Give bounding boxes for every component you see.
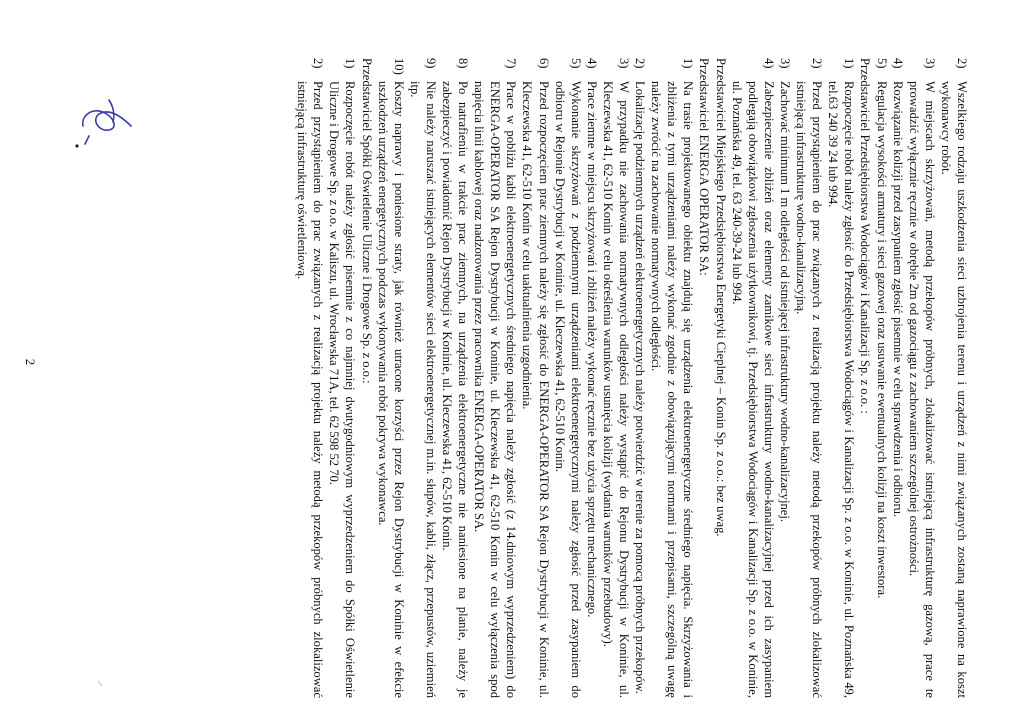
list-item-number: 3) bbox=[617, 58, 632, 69]
list-item-number: 4) bbox=[584, 58, 599, 69]
list-item bbox=[632, 58, 648, 698]
list-item-text: Wykonanie skrzyżowań z podziemnymi urządzeniami elektroenergetycznymi należy zgłosić przed zasypaniem do odbioru w Rejonie Dystrybucji w Koninie, ul. Kleczewska 41, 62-510 Konin. bbox=[552, 81, 583, 698]
list-item bbox=[777, 58, 793, 698]
list-item-number: 4) bbox=[761, 58, 776, 69]
signature-icon bbox=[69, 86, 139, 156]
list-item bbox=[793, 58, 825, 698]
list-item bbox=[552, 58, 584, 698]
list-item-text: W miejscach skrzyżowań, metodą przekopów próbnych, zlokalizować istniejącą infrastrukturę gazową, prace te prowadzić wyłącznie ręcznie w obrębie 2m od gazociągu z zachowaniem szczególnej ostrożności. bbox=[906, 81, 937, 698]
list-item-number: 3) bbox=[777, 58, 792, 69]
list-item-text: Nie należy naruszać istniejących elementów sieci elektroenergetycznej m.in. słupów, kabli, złącz, przepustów, uziemień itp. bbox=[407, 81, 438, 698]
list-item-text: Wszelkiego rodzaju uszkodzenia sieci uzbrojenia terenu i urządzeń z nimi związanych zostaną naprawione na koszt wykonawcy robót. bbox=[938, 81, 969, 698]
document-content bbox=[294, 58, 970, 698]
list-item bbox=[326, 58, 358, 698]
section-heading: Przedstawiciel Przedsiębiorstwa Wodociągów i Kanalizacji Sp. z o.o. : bbox=[858, 58, 873, 414]
list-item-text: Przed rozpoczęciem prac ziemnych należy się zgłosić do ENERGA-OPERATOR SA Rejon Dystrybucji w Koninie, ul. Kleczewska 41, 62-510 Konin w celu uaktualnienia uzgodnienia. bbox=[520, 81, 551, 698]
section-heading: Przedstawiciel Miejskiego Przedsiębiorstwa Energetyki Cieplnej – Konin Sp. z o.o.: bez uwag. bbox=[713, 58, 728, 537]
list-item-text: W przypadku nie zachowania normatywnych odległości należy wystąpić do Rejonu Dystrybucji w Koninie, ul. Kleczewska 41, 62-510 Konin w celu określenia warunków usunięcia kolizji (wydania warunków przebudowy). bbox=[600, 81, 632, 698]
list-item-number: 3) bbox=[922, 58, 937, 69]
list-item bbox=[407, 58, 439, 698]
list-item bbox=[600, 58, 632, 698]
list-item-text: Koszty naprawy i poniesione straty, jak również utracone korzyści przez Rejon Dystrybucji w Koninie w efekcie uszkodzeń urządzeń energetycznych podczas wykonywania robót pokrywa wykonawca. bbox=[375, 81, 406, 698]
list-item-number: 8) bbox=[456, 58, 471, 69]
list-item-number: 1) bbox=[343, 58, 358, 69]
list-item bbox=[873, 58, 889, 698]
list-item-text: Prace w pobliżu kabli elektroenergetycznych średniego napięcia należy zgłosić (z 14.dniowym wyprzedzeniem) do ENERGA-OPERATOR SA Rejon Dystrybucji w Koninie, ul. Kleczewska 41, 62-510 Konin w celu wyłączenia spod napięcia linii kablowej oraz nadzorowania przez pracownika ENERGA-OPERATOR SA. bbox=[472, 81, 519, 698]
list-item-text: Rozwiązanie kolizji przed zasypaniem zgłosić pisemnie w celu sprawdzenia i odbioru. bbox=[890, 81, 905, 518]
list-item-number: 7) bbox=[504, 58, 519, 69]
scan-mark-icon bbox=[96, 680, 104, 690]
list-item-number: 5) bbox=[874, 58, 889, 69]
list-item-number: 4) bbox=[890, 58, 905, 69]
list-item bbox=[825, 58, 857, 698]
list-item-number: 5) bbox=[568, 58, 583, 69]
list-item-text: Przed przystąpieniem do prac związanych z realizacją projektu należy metodą przekopów próbnych zlokalizować istniejącą infrastrukturę wodno-kanalizacyjną. bbox=[794, 81, 825, 698]
list-item-text: Regulacja wysokości armatury i sieci gazowej oraz usuwanie ewentualnych kolizji na koszt inwestora. bbox=[874, 81, 889, 599]
list-item-text: Zachować minimum 1 m odległości od istniejącej infrastruktury wodno-kanalizacyjnej. bbox=[777, 81, 792, 523]
list-item bbox=[471, 58, 519, 698]
list-item-number: 2) bbox=[633, 58, 648, 69]
page-number: 2 bbox=[23, 358, 38, 366]
list-item-text: Rozpoczęcie robót należy zgłosić do Przedsiębiorstwa Wodociągów i Kanalizacji Sp. z o.o. w Koninie, ul. Poznańska 49, tel.63 240 39 24 lub 994. bbox=[826, 81, 857, 698]
list-item bbox=[584, 58, 600, 698]
list-item-text: Przed przystąpieniem do prac związanych z realizacją projektu należy metodą przekopów próbnych zlokalizować istniejącą infrastrukturę oświetleniową. bbox=[295, 81, 326, 698]
section-heading: Przedstawiciel Spółki Oświetlenie Uliczne i Drogowe Sp. z o.o.: bbox=[359, 58, 374, 384]
list-item bbox=[439, 58, 471, 698]
list-item bbox=[890, 58, 906, 698]
list-item-number: 6) bbox=[536, 58, 551, 69]
list-item bbox=[294, 58, 326, 698]
list-item-number: 9) bbox=[423, 58, 438, 69]
list-item-text: Zabezpieczenie zbliżeń oraz elementy zamikowe sieci infrastruktury wodno-kanalizacyjnej przed ich zasypaniem podlegają obowiązkowi zgłoszenia użytkownikowi, tj. Przedsiębiorstwa Wodociągów i Kanalizacji Sp. z o.o. w Koninie, ul. Poznańska 49, tel. 63 240-39-24 lub 994. bbox=[729, 81, 776, 698]
list-item-text: Po natrafieniu w trakcie prac ziemnych, na urządzenia elektroenergetyczne nie naniesione na planie, należy je zabezpieczyć i powiadomić Rejon Dystrybucji w Koninie, ul. Kleczewska 41, 62-510 Konin. bbox=[440, 81, 471, 698]
list-item-text: Na trasie projektowanego obiektu znajdują się urządzenia elektroenergetyczne średniego napięcia. Skrzyżowania i zbliżenia z tymi urządzeniami należy wykonać zgodnie z obowiązującymi normami i przepisami, szczególną uwagę należy zwrócić na zachowanie normatywnych odległości. bbox=[649, 81, 696, 698]
section-heading: Przedstawiciel ENERGA OPERATOR SA: bbox=[697, 58, 712, 276]
list-item-number: 2) bbox=[311, 58, 326, 69]
list-item-number: 2) bbox=[955, 58, 969, 69]
list-item-text: Rozpoczęcie robót należy zgłosić pisemnie z co najmniej dwutygodniowym wyprzedzeniem do Spółki Oświetlenie Uliczne i Drogowe Sp. z o.o. w Kaliszu, ul. Wrocławska 71A, tel. 62 598 52 70. bbox=[327, 81, 358, 698]
list-item bbox=[648, 58, 696, 698]
list-item bbox=[375, 58, 407, 698]
list-item-text: Prace ziemne w miejscu skrzyżowań i zbliżeń należy wykonać ręcznie bez użycia sprzętu mechanicznego. bbox=[584, 81, 599, 618]
list-item-number: 1) bbox=[842, 58, 857, 69]
list-item-number: 1) bbox=[681, 58, 696, 69]
list-item-number: 2) bbox=[810, 58, 825, 69]
list-item-text: Lokalizację podziemnych urządzeń elektroenergetycznych należy potwierdzić w terenie za pomocą próbnych przekopów. bbox=[633, 81, 648, 694]
list-item bbox=[938, 58, 970, 698]
list-item bbox=[906, 58, 938, 698]
list-item-number: 10) bbox=[391, 58, 406, 75]
list-item bbox=[729, 58, 777, 698]
list-item bbox=[519, 58, 551, 698]
